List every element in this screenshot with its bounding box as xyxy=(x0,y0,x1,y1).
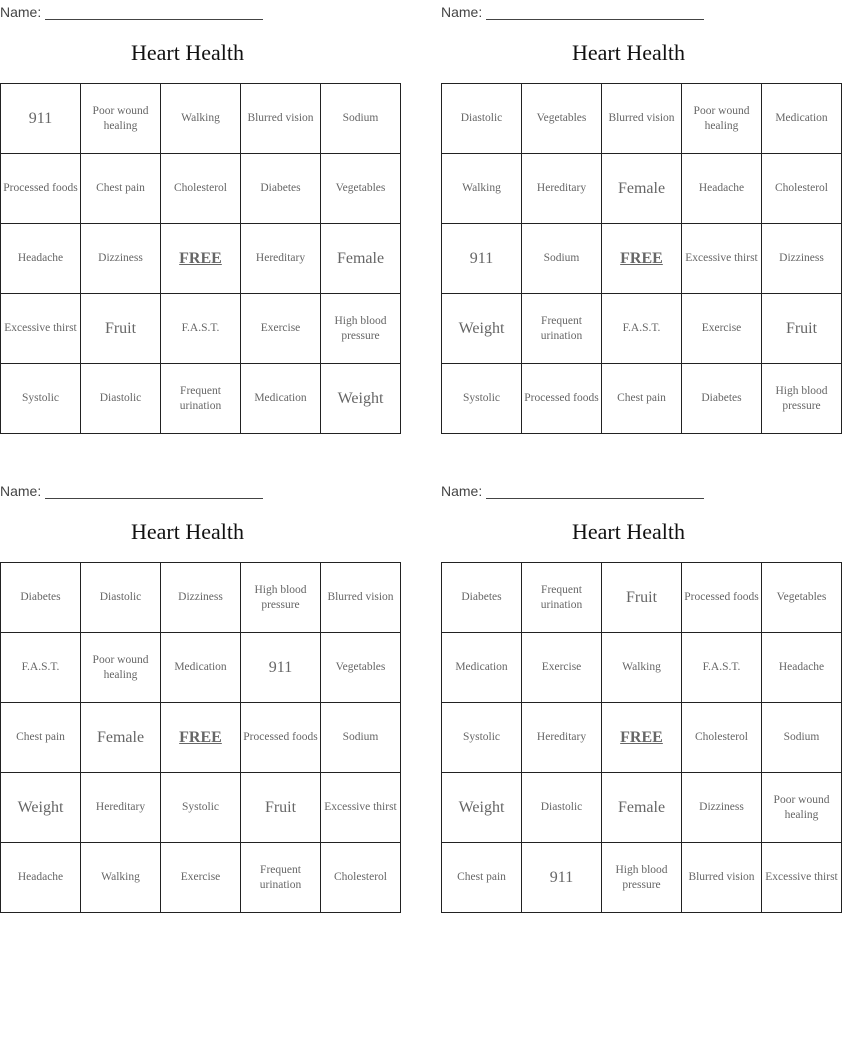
name-blank-line xyxy=(45,5,263,20)
card-title: Heart Health xyxy=(131,519,244,544)
grid-cell: Frequent urination xyxy=(241,843,321,913)
grid-cell: F.A.S.T. xyxy=(1,633,81,703)
grid-cell: Dizziness xyxy=(762,224,842,294)
grid-cell: Dizziness xyxy=(81,224,161,294)
grid-cell: Weight xyxy=(321,364,401,434)
grid-row xyxy=(1,84,401,154)
grid-cell: Sodium xyxy=(321,84,401,154)
grid-row xyxy=(442,703,842,773)
grid-cell: Hereditary xyxy=(522,154,602,224)
grid-cell: Diastolic xyxy=(522,773,602,843)
grid-cell: Frequent urination xyxy=(522,294,602,364)
grid-row xyxy=(442,773,842,843)
grid-cell: Poor wound healing xyxy=(682,84,762,154)
grid-cell: Chest pain xyxy=(602,364,682,434)
grid-cell: Excessive thirst xyxy=(321,773,401,843)
grid-cell: Weight xyxy=(442,294,522,364)
free-space-cell: FREE xyxy=(161,703,241,773)
grid-cell: Medication xyxy=(762,84,842,154)
grid-cell: Female xyxy=(602,773,682,843)
grid-row xyxy=(1,224,401,294)
grid-cell: Vegetables xyxy=(762,563,842,633)
bingo-grid xyxy=(441,562,842,913)
free-space-cell: FREE xyxy=(602,703,682,773)
grid-cell: Frequent urination xyxy=(161,364,241,434)
grid-cell: Sodium xyxy=(762,703,842,773)
grid-cell: Processed foods xyxy=(682,563,762,633)
grid-cell: Cholesterol xyxy=(161,154,241,224)
free-space-cell: FREE xyxy=(602,224,682,294)
grid-cell: Headache xyxy=(682,154,762,224)
grid-cell: 911 xyxy=(522,843,602,913)
card-title: Heart Health xyxy=(572,519,685,544)
name-field xyxy=(441,2,704,20)
grid-row xyxy=(442,364,842,434)
grid-cell: Sodium xyxy=(321,703,401,773)
grid-cell: Hereditary xyxy=(241,224,321,294)
grid-row xyxy=(1,703,401,773)
bingo-grid xyxy=(0,562,401,913)
grid-cell: High blood pressure xyxy=(321,294,401,364)
grid-cell: Cholesterol xyxy=(762,154,842,224)
name-field xyxy=(0,481,263,499)
grid-cell: Walking xyxy=(602,633,682,703)
grid-row xyxy=(442,154,842,224)
name-label: Name: xyxy=(0,483,42,499)
grid-row xyxy=(1,773,401,843)
grid-cell: Fruit xyxy=(602,563,682,633)
grid-cell: Exercise xyxy=(161,843,241,913)
grid-cell: Headache xyxy=(1,224,81,294)
grid-cell: Chest pain xyxy=(1,703,81,773)
grid-cell: Dizziness xyxy=(161,563,241,633)
grid-cell: High blood pressure xyxy=(602,843,682,913)
grid-cell: F.A.S.T. xyxy=(682,633,762,703)
grid-cell: Fruit xyxy=(241,773,321,843)
grid-cell: Diabetes xyxy=(1,563,81,633)
grid-cell: Poor wound healing xyxy=(81,633,161,703)
grid-cell: Cholesterol xyxy=(682,703,762,773)
grid-cell: Vegetables xyxy=(321,154,401,224)
name-field xyxy=(441,481,704,499)
grid-cell: Walking xyxy=(81,843,161,913)
grid-cell: Diastolic xyxy=(81,563,161,633)
grid-cell: Exercise xyxy=(241,294,321,364)
grid-cell: Chest pain xyxy=(442,843,522,913)
grid-cell: Sodium xyxy=(522,224,602,294)
grid-cell: Poor wound healing xyxy=(762,773,842,843)
grid-cell: Medication xyxy=(241,364,321,434)
card-title: Heart Health xyxy=(572,40,685,65)
grid-cell: Systolic xyxy=(442,703,522,773)
grid-cell: Poor wound healing xyxy=(81,84,161,154)
grid-cell: High blood pressure xyxy=(762,364,842,434)
grid-cell: Processed foods xyxy=(1,154,81,224)
name-field xyxy=(0,2,263,20)
grid-cell: Walking xyxy=(161,84,241,154)
grid-row xyxy=(442,563,842,633)
grid-row xyxy=(442,84,842,154)
grid-row xyxy=(1,633,401,703)
grid-cell: Diastolic xyxy=(442,84,522,154)
grid-cell: Diabetes xyxy=(682,364,762,434)
grid-cell: Female xyxy=(321,224,401,294)
grid-cell: Processed foods xyxy=(241,703,321,773)
grid-cell: Diabetes xyxy=(442,563,522,633)
name-blank-line xyxy=(486,484,704,499)
grid-cell: Systolic xyxy=(161,773,241,843)
grid-cell: Cholesterol xyxy=(321,843,401,913)
grid-cell: 911 xyxy=(241,633,321,703)
grid-cell: Medication xyxy=(161,633,241,703)
grid-cell: Hereditary xyxy=(522,703,602,773)
grid-cell: Systolic xyxy=(1,364,81,434)
grid-cell: Diabetes xyxy=(241,154,321,224)
grid-cell: Processed foods xyxy=(522,364,602,434)
name-blank-line xyxy=(45,484,263,499)
grid-cell: Blurred vision xyxy=(321,563,401,633)
grid-cell: Exercise xyxy=(522,633,602,703)
name-label: Name: xyxy=(441,483,483,499)
grid-row xyxy=(442,294,842,364)
grid-cell: Exercise xyxy=(682,294,762,364)
name-blank-line xyxy=(486,5,704,20)
grid-row xyxy=(442,633,842,703)
grid-cell: Excessive thirst xyxy=(1,294,81,364)
grid-cell: Walking xyxy=(442,154,522,224)
grid-row xyxy=(1,154,401,224)
grid-cell: Female xyxy=(81,703,161,773)
grid-row xyxy=(1,294,401,364)
grid-cell: Blurred vision xyxy=(602,84,682,154)
grid-row xyxy=(1,843,401,913)
grid-cell: Diastolic xyxy=(81,364,161,434)
grid-cell: Headache xyxy=(1,843,81,913)
grid-cell: Weight xyxy=(1,773,81,843)
card-title: Heart Health xyxy=(131,40,244,65)
bingo-grid xyxy=(0,83,401,434)
grid-cell: Excessive thirst xyxy=(762,843,842,913)
grid-cell: Excessive thirst xyxy=(682,224,762,294)
grid-cell: 911 xyxy=(1,84,81,154)
grid-cell: Chest pain xyxy=(81,154,161,224)
free-space-cell: FREE xyxy=(161,224,241,294)
grid-cell: F.A.S.T. xyxy=(161,294,241,364)
grid-cell: Fruit xyxy=(762,294,842,364)
grid-cell: Female xyxy=(602,154,682,224)
grid-cell: Vegetables xyxy=(522,84,602,154)
grid-cell: Systolic xyxy=(442,364,522,434)
grid-row xyxy=(442,224,842,294)
grid-cell: Dizziness xyxy=(682,773,762,843)
grid-cell: 911 xyxy=(442,224,522,294)
grid-cell: Blurred vision xyxy=(682,843,762,913)
grid-cell: Headache xyxy=(762,633,842,703)
grid-cell: F.A.S.T. xyxy=(602,294,682,364)
grid-cell: High blood pressure xyxy=(241,563,321,633)
bingo-grid xyxy=(441,83,842,434)
grid-cell: Frequent urination xyxy=(522,563,602,633)
grid-cell: Fruit xyxy=(81,294,161,364)
grid-row xyxy=(1,563,401,633)
name-label: Name: xyxy=(441,4,483,20)
grid-row xyxy=(1,364,401,434)
grid-cell: Blurred vision xyxy=(241,84,321,154)
grid-cell: Weight xyxy=(442,773,522,843)
grid-cell: Medication xyxy=(442,633,522,703)
grid-cell: Vegetables xyxy=(321,633,401,703)
name-label: Name: xyxy=(0,4,42,20)
grid-row xyxy=(442,843,842,913)
grid-cell: Hereditary xyxy=(81,773,161,843)
